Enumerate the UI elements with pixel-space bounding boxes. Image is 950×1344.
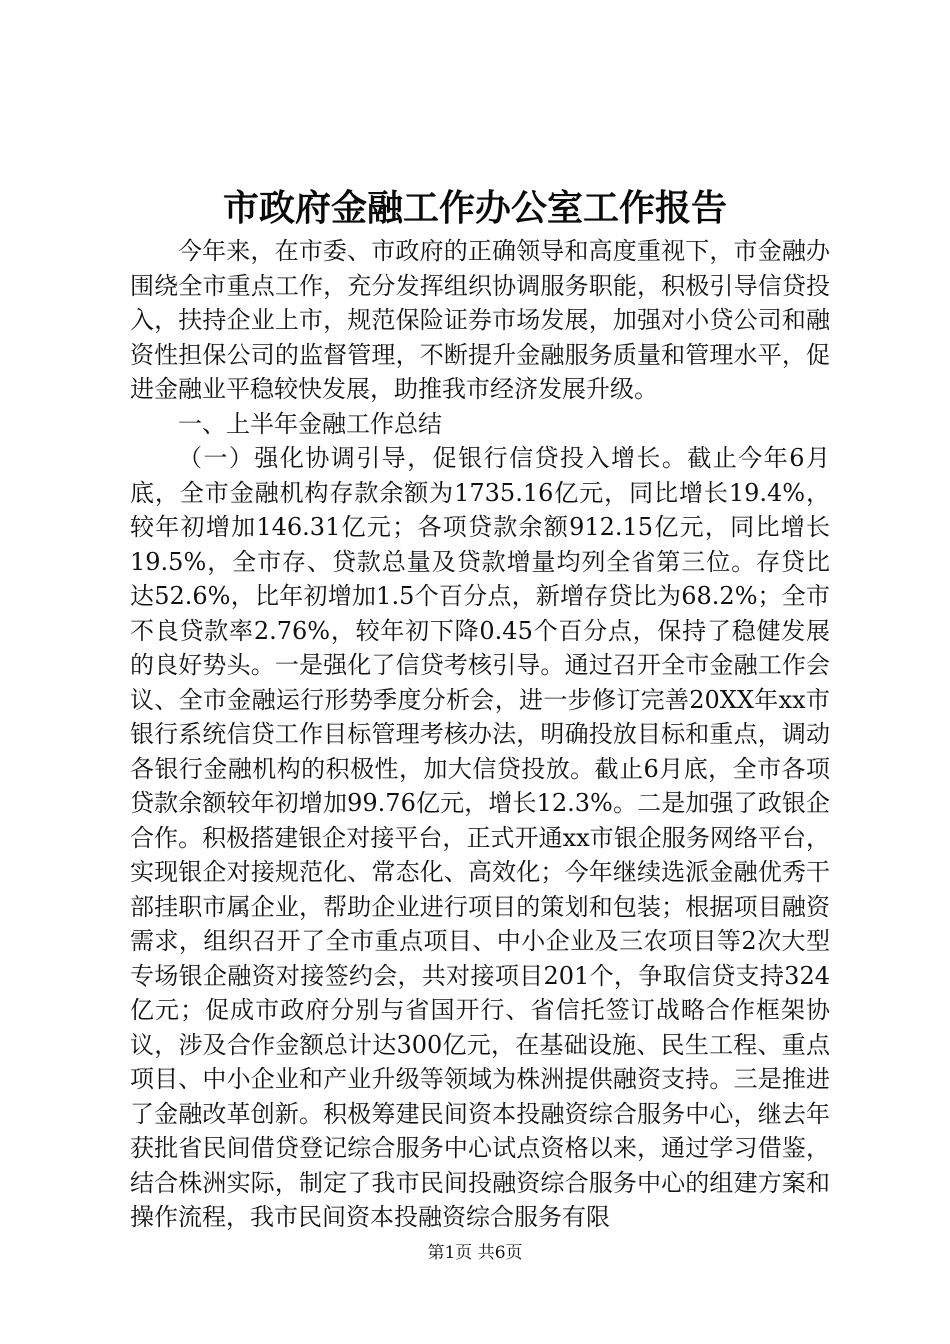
- intro-paragraph: 今年来，在市委、市政府的正确领导和高度重视下，市金融办围绕全市重点工作，充分发挥组织协调服务职能，积极引导信贷投入，扶持企业上市，规范保险证券市场发展，加强对小贷公司和融资性担保公司的监督管理，不断提升金融服务质量和管理水平，促进金融业平稳较快发展，助推我市经济发展升级。: [130, 237, 830, 403]
- document-body: [130, 234, 830, 1235]
- document-title: 市政府金融工作办公室工作报告: [222, 187, 727, 229]
- section-heading: 一、上半年金融工作总结: [178, 409, 442, 438]
- subsection-paragraph: （一）强化协调引导，促银行信贷投入增长。截止今年6月底，全市金融机构存款余额为1735.16亿元，同比增长19.4%，较年初增加146.31亿元；各项贷款余额912.15亿元，同比增长19.5%，全市存、贷款总量及贷款增量均列全省第三位。存贷比达52.6%，比年初增加1.5个百分点，新增存贷比为68.2%；全市不良贷款率2.76%，较年初下降0.45个百分点，保持了稳健发展的良好势头。一是强化了信贷考核引导。通过召开全市金融工作会议、全市金融运行形势季度分析会，进一步修订完善20XX年xx市银行系统信贷工作目标管理考核办法，明确投放目标和重点，调动各银行金融机构的积极性，加大信贷投放。截止6月底，全市各项贷款余额较年初增加99.76亿元，增长12.3%。二是加强了政银企合作。积极搭建银企对接平台，正式开通xx市银企服务网络平台，实现银企对接规范化、常态化、高效化；今年继续选派金融优秀干部挂职市属企业，帮助企业进行项目的策划和包装；根据项目融资需求，组织召开了全市重点项目、中小企业及三农项目等2次大型专场银企融资对接签约会，共对接项目201个，争取信贷支持324亿元；促成市政府分别与省国开行、省信托签订战略合作框架协议，涉及合作金额总计达300亿元，在基础设施、民生工程、重点项目、中小企业和产业升级等领域为株洲提供融资支持。三是推进了金融改革创新。积极筹建民间资本投融资综合服务中心，继去年获批省民间借贷登记综合服务中心试点资格以来，通过学习借鉴，结合株洲实际，制定了我市民间投融资综合服务中心的组建方案和操作流程，我市民间资本投融资综合服务有限: [130, 444, 830, 1231]
- page-number: 第1页 共6页: [427, 1243, 523, 1263]
